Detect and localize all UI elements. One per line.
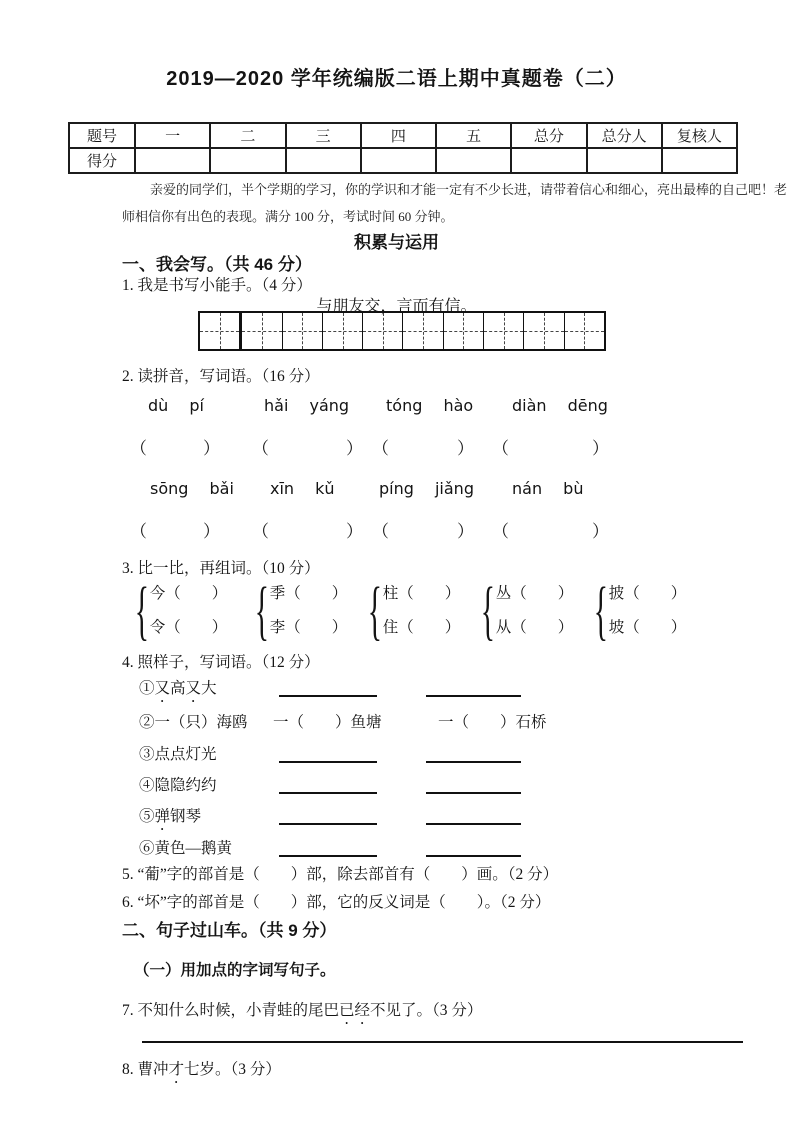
intro-line-1: 亲爱的同学们，半个学期的学习，你的学识和才能一定有不少长进，请带着信心和细心，亮出最棒的自己吧！老 [150,182,788,197]
score-table-header-cell: 一 [135,123,210,148]
writing-grid-cell [283,313,323,349]
emphasized-word: 已经 [339,1002,371,1019]
writing-grid-cell [524,313,564,349]
writing-grid-cell [565,313,604,349]
compare-row: 坡（ ） [608,619,687,636]
score-table-header-cell: 总分 [511,123,586,148]
answer-brackets [372,434,474,459]
score-empty-cell [361,148,436,173]
intro-line-2: 师相信你有出色的表现。满分 100 分，考试时间 60 分钟。 [122,209,454,224]
q4-item-6 [139,836,719,860]
q4-item-4 [139,773,719,797]
pinyin-word: hǎi yáng [264,396,350,415]
paren-close: ） [592,439,609,458]
answer-blank [279,836,377,857]
item-text: 高 [170,680,186,697]
fill-bracket-phrase: 一（ ）石桥 [438,714,547,731]
score-empty-cell [511,148,586,173]
paren-open: （ [130,522,147,541]
score-table-header-cell: 题号 [69,123,135,148]
paren-close: ） [457,522,474,541]
score-empty-cell [436,148,511,173]
compare-row: 柱（ ） [382,585,461,602]
answer-blank [426,836,521,857]
score-table-header-cell: 二 [210,123,285,148]
score-empty-cell [587,148,662,173]
brace-icon: { [367,574,382,647]
answer-brackets [492,517,609,542]
writing-grid-cell [323,313,363,349]
pinyin-word: tóng hào [386,396,474,415]
question-6: 6. “坏”字的部首是（ ）部，它的反义词是（ ）。（2 分） [122,894,551,911]
paren-open: （ [252,439,269,458]
paren-open: （ [492,522,509,541]
emphasized-char: 又 [185,680,202,697]
item-text: ① [139,680,155,697]
score-table-header-cell: 总分人 [587,123,662,148]
answer-blank [279,742,377,763]
paren-close: ） [203,522,220,541]
paren-open: （ [492,439,509,458]
paren-close: ） [203,439,220,458]
page-title: 2019—2020 学年统编版二语上期中真题卷（二） [166,68,627,90]
paren-close: ） [592,522,609,541]
score-table-header-cell: 复核人 [662,123,737,148]
compare-row: 令（ ） [149,619,228,636]
answer-line [142,1041,743,1043]
score-table-header-row [69,123,737,148]
answer-brackets [130,517,220,542]
paren-open: （ [372,439,389,458]
q4-item-1 [139,676,719,700]
writing-grid-cell [242,313,282,349]
paren-open: （ [252,522,269,541]
score-table [68,122,738,174]
part-heading: 积累与运用 [354,233,439,252]
score-table-score-row [69,148,737,173]
item-text: 8. 曹冲 [122,1061,169,1078]
pinyin-word: píng jiǎng [379,479,474,498]
item-text: 钢琴 [170,808,202,825]
section-two-subtitle: （一）用加点的字词写句子。 [134,962,336,979]
item-text: 七岁。（3 分） [184,1061,281,1078]
question-2-label: 2. 读拼音，写词语。（16 分） [122,368,320,385]
answer-blank [279,676,377,697]
compare-group [472,576,573,646]
q4-item-3 [139,742,719,766]
item-text: ④隐隐约约 [139,777,217,794]
item-text: 大 [201,680,217,697]
paren-open: （ [130,439,147,458]
item-text: ②一（只）海鸥 [139,714,248,731]
compare-group [246,576,347,646]
writing-grid [198,311,606,351]
writing-grid-cell [363,313,403,349]
compare-row: 李（ ） [269,619,348,636]
score-empty-cell [286,148,361,173]
compare-row: 丛（ ） [495,585,574,602]
score-empty-cell [210,148,285,173]
q4-item-2 [139,710,719,734]
score-table-header-cell: 三 [286,123,361,148]
section-two-title: 二、句子过山车。（共 9 分） [122,921,337,940]
item-text: 7. 不知什么时候，小青蛙的尾巴 [122,1002,340,1019]
emphasized-char: 才 [168,1061,185,1078]
fill-bracket-phrase: 一（ ）鱼塘 [273,714,382,731]
emphasized-char: 弹 [154,808,171,825]
writing-grid-cell [484,313,524,349]
item-text: ③点点灯光 [139,746,217,763]
q4-item-5 [139,804,719,828]
pinyin-word: xīn kǔ [270,479,335,498]
answer-blank [279,804,377,825]
brace-icon: { [254,574,269,647]
compare-group [126,576,227,646]
pinyin-word: sōng bǎi [150,479,234,498]
answer-brackets [130,434,220,459]
score-table-header-cell: 五 [436,123,511,148]
score-row-label: 得分 [69,148,135,173]
pinyin-word: dù pí [148,396,204,415]
item-text: ⑥黄色—鹅黄 [139,840,233,857]
paren-open: （ [372,522,389,541]
score-empty-cell [662,148,737,173]
question-4-label: 4. 照样子，写词语。（12 分） [122,654,320,671]
answer-blank [426,773,521,794]
compare-row: 住（ ） [382,619,461,636]
paren-close: ） [457,439,474,458]
question-5: 5. “葡”字的部首是（ ）部，除去部首有（ ）画。（2 分） [122,866,559,883]
item-text: ⑤ [139,808,155,825]
question-7 [122,998,482,1028]
paren-close: ） [346,522,363,541]
copy-sentence: 与朋友交，言而有信。 [316,298,477,315]
writing-grid-cell [403,313,443,349]
brace-icon: { [134,574,149,647]
pinyin-word: nán bù [512,479,584,498]
answer-blank [426,742,521,763]
answer-brackets [252,517,363,542]
answer-blank [279,773,377,794]
writing-grid-cell [200,313,242,349]
score-empty-cell [135,148,210,173]
compare-row: 从（ ） [495,619,574,636]
compare-row: 季（ ） [269,585,348,602]
section-one-title: 一、我会写。（共 46 分） [122,255,312,274]
answer-brackets [252,434,363,459]
compare-row: 披（ ） [608,585,687,602]
brace-icon: { [480,574,495,647]
answer-blank [426,676,521,697]
emphasized-char: 又 [154,680,171,697]
compare-group [359,576,460,646]
answer-blank [426,804,521,825]
question-8 [122,1057,281,1087]
paren-close: ） [346,439,363,458]
answer-brackets [492,434,609,459]
question-3-label: 3. 比一比，再组词。（10 分） [122,560,320,577]
compare-group [585,576,686,646]
answer-brackets [372,517,474,542]
brace-icon: { [593,574,608,647]
writing-grid-cell [444,313,484,349]
compare-row: 今（ ） [149,585,228,602]
item-text: 不见了。（3 分） [370,1002,483,1019]
pinyin-word: diàn dēng [512,396,608,415]
question-1-label: 1. 我是书写小能手。（4 分） [122,277,312,294]
score-table-header-cell: 四 [361,123,436,148]
